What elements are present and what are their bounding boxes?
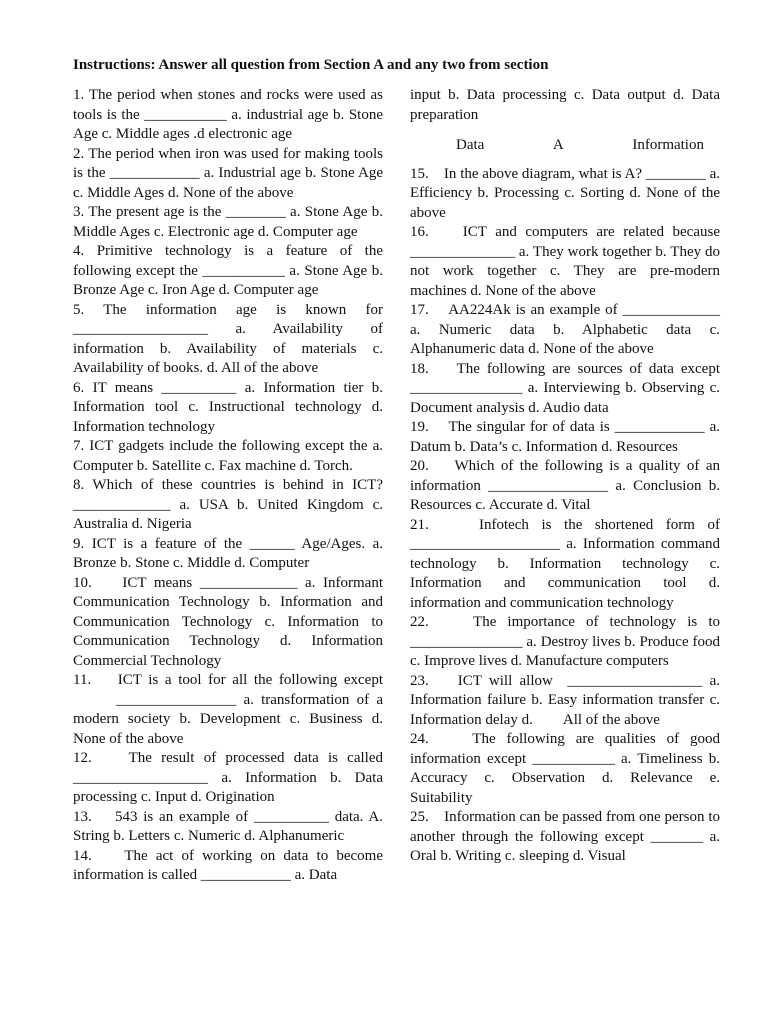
question-2: 2. The period when iron was used for making tools is the ____________ a. Industrial age b. Stone Age c. Middle Ages d. None of the above [73, 145, 383, 201]
question-10: 10. ICT means _____________ a. Informant Communication Technology b. Information and Communication Technology c. Information to Communication Technology d. Information Commercial Technology [73, 574, 383, 669]
question-11: 11. ICT is a tool for all the following except ________________ a. transformation of a modern society b. Development c. Business d. None of the above [73, 672, 383, 747]
question-17: 17. AA224Ak is an example of _____________ a. Numeric data b. Alphabetic data c. Alphanumeric data d. None of the above [410, 302, 720, 357]
question-16: 16. ICT and computers are related because ______________ a. They work together b. They do not work together c. They are pre-modern machines d. None of the above [410, 224, 720, 299]
question-23: 23. ICT will allow __________________ a. Information failure b. Easy information transfer c. Information delay d. All of the above [410, 672, 720, 728]
question-3: 3. The present age is the ________ a. Stone Age b. Middle Ages c. Electronic age d. Computer age [73, 204, 383, 240]
question-1: 1. The period when stones and rocks were used as tools is the ___________ a. industrial age b. Stone Age c. Middle ages .d electronic age [73, 87, 383, 142]
question-25: 25. Information can be passed from one person to another through the following except _______ a. Oral b. Writing c. sleeping d. Visual [410, 809, 720, 864]
question-19: 19. The singular for of data is ____________ a. Datum b. Data’s c. Information d. Resources [410, 419, 720, 455]
right-column [410, 86, 720, 867]
question-21: 21. Infotech is the shortened form of ____________________ a. Information command technology b. Information technology c. Information and communication tool d. information and communication technology [410, 516, 720, 611]
diagram-label-information: Information [632, 137, 704, 153]
question-24: 24. The following are qualities of good information except ___________ a. Timeliness b. Accuracy c. Observation d. Relevance e. Suitability [410, 731, 720, 806]
diagram-label-data: Data [456, 137, 485, 153]
question-9: 9. ICT is a feature of the ______ Age/Ages. a. Bronze b. Stone c. Middle d. Computer [73, 535, 383, 571]
question-20: 20. Which of the following is a quality of an information ________________ a. Conclusion b. Resources c. Accurate d. Vital [410, 458, 720, 513]
data-processing-diagram [410, 136, 720, 156]
diagram-label-a: A [552, 137, 564, 153]
question-5: 5. The information age is known for __________________ a. Availability of information b. Availability of materials c. Availability of books. d. All of the above [73, 301, 383, 376]
question-14-continuation: input b. Data processing c. Data output d. Data preparation [410, 87, 720, 123]
question-7: 7. ICT gadgets include the following except the a. Computer b. Satellite c. Fax machine d. Torch. [73, 438, 383, 474]
question-8: 8. Which of these countries is behind in ICT? _____________ a. USA b. United Kingdom c. Australia d. Nigeria [73, 477, 383, 532]
question-13: 13. 543 is an example of __________ data. A. String b. Letters c. Numeric d. Alphanumeric [73, 808, 383, 844]
left-column [73, 86, 383, 886]
question-18: 18. The following are sources of data except _______________ a. Interviewing b. Observing c. Document analysis d. Audio data [410, 360, 720, 416]
question-6: 6. IT means __________ a. Information tier b. Information tool c. Instructional technology d. Information technology [73, 379, 383, 435]
question-14: 14. The act of working on data to become information is called ____________ a. Data [73, 847, 383, 883]
question-12: 12. The result of processed data is called __________________ a. Information b. Data processing c. Input d. Origination [73, 750, 383, 805]
question-15: 15. In the above diagram, what is A? ________ a. Efficiency b. Processing c. Sorting d. None of the above [410, 165, 720, 221]
question-4: 4. Primitive technology is a feature of the following except the ___________ a. Stone Age b. Bronze Age c. Iron Age d. Computer age [73, 243, 383, 298]
instructions-heading: Instructions: Answer all question from Section A and any two from section [73, 57, 549, 73]
question-22: 22. The importance of technology is to _______________ a. Destroy lives b. Produce food c. Improve lives d. Manufacture computers [410, 614, 720, 669]
